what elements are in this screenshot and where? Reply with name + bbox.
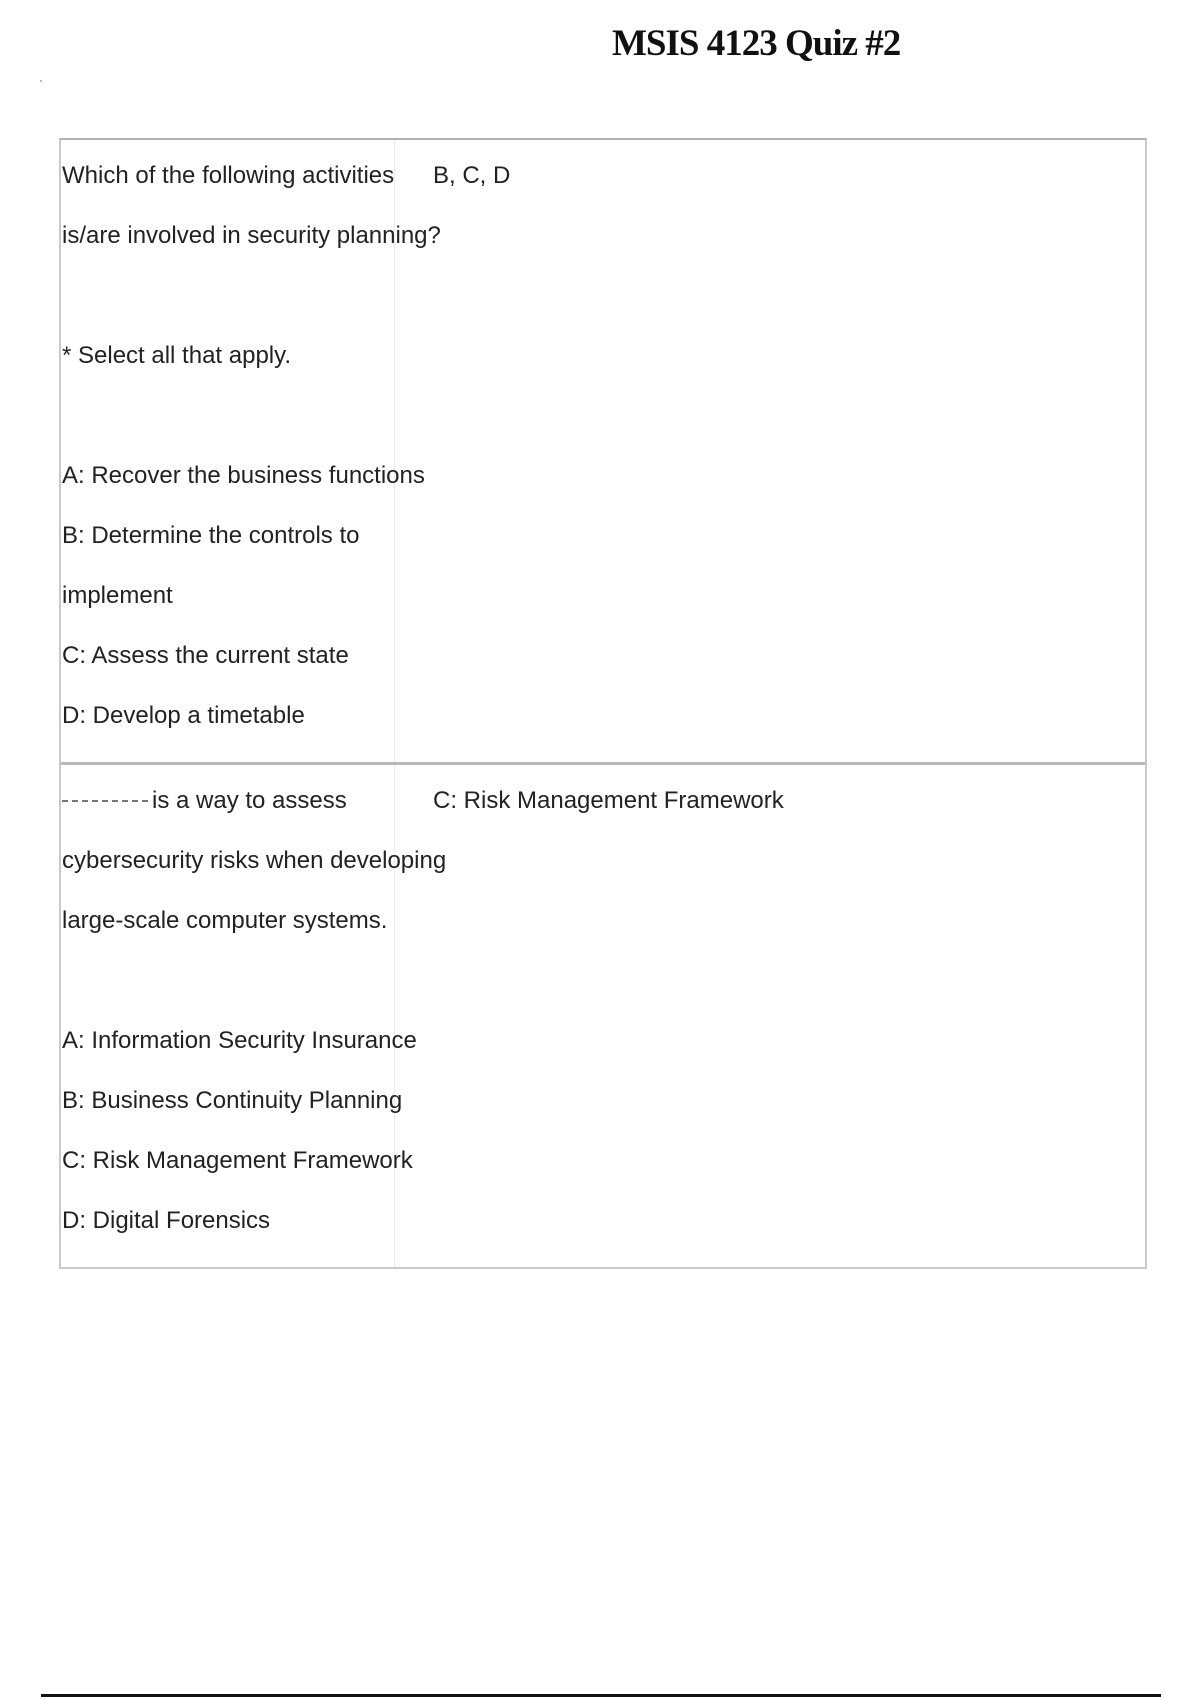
question-1-select-all-note: * Select all that apply. xyxy=(62,342,292,369)
question-1-option-c: C: Assess the current state xyxy=(62,642,349,669)
question-1-option-d: D: Develop a timetable xyxy=(62,702,305,729)
quiz-table xyxy=(59,138,1147,1269)
fill-in-blank xyxy=(62,800,148,802)
question-cell-2 xyxy=(61,765,447,1267)
question-1-prompt-line-1: Which of the following activities xyxy=(62,162,395,189)
question-1-prompt-line-2: is/are involved in security planning? xyxy=(62,222,441,249)
question-1-option-b-continued: implement xyxy=(62,582,173,609)
question-2-prompt-line-2: cybersecurity risks when developing xyxy=(62,847,447,874)
question-cell-1 xyxy=(61,140,441,762)
answer-cell-2 xyxy=(395,765,1145,1267)
document-title: MSIS 4123 Quiz #2 xyxy=(612,23,901,64)
quiz-row-2 xyxy=(61,765,1145,1267)
question-2-option-c: C: Risk Management Framework xyxy=(62,1147,413,1174)
question-2-prompt-line-3: large-scale computer systems. xyxy=(62,907,388,934)
footer-rule xyxy=(41,1694,1161,1697)
scan-speck xyxy=(40,80,42,82)
question-2-answer: C: Risk Management Framework xyxy=(433,787,784,814)
question-1-option-b: B: Determine the controls to xyxy=(62,522,360,549)
question-2-option-a: A: Information Security Insurance xyxy=(62,1027,417,1054)
question-2-option-b: B: Business Continuity Planning xyxy=(62,1087,403,1114)
answer-cell-1 xyxy=(395,140,1145,762)
question-2-prompt-line-1: is a way to assess xyxy=(152,787,347,814)
question-2-prompt-line-1-wrapper xyxy=(62,771,394,831)
question-1-option-a: A: Recover the business functions xyxy=(62,462,425,489)
question-1-answer: B, C, D xyxy=(433,162,511,189)
question-2-option-d: D: Digital Forensics xyxy=(62,1207,271,1234)
quiz-row-1 xyxy=(61,140,1145,765)
